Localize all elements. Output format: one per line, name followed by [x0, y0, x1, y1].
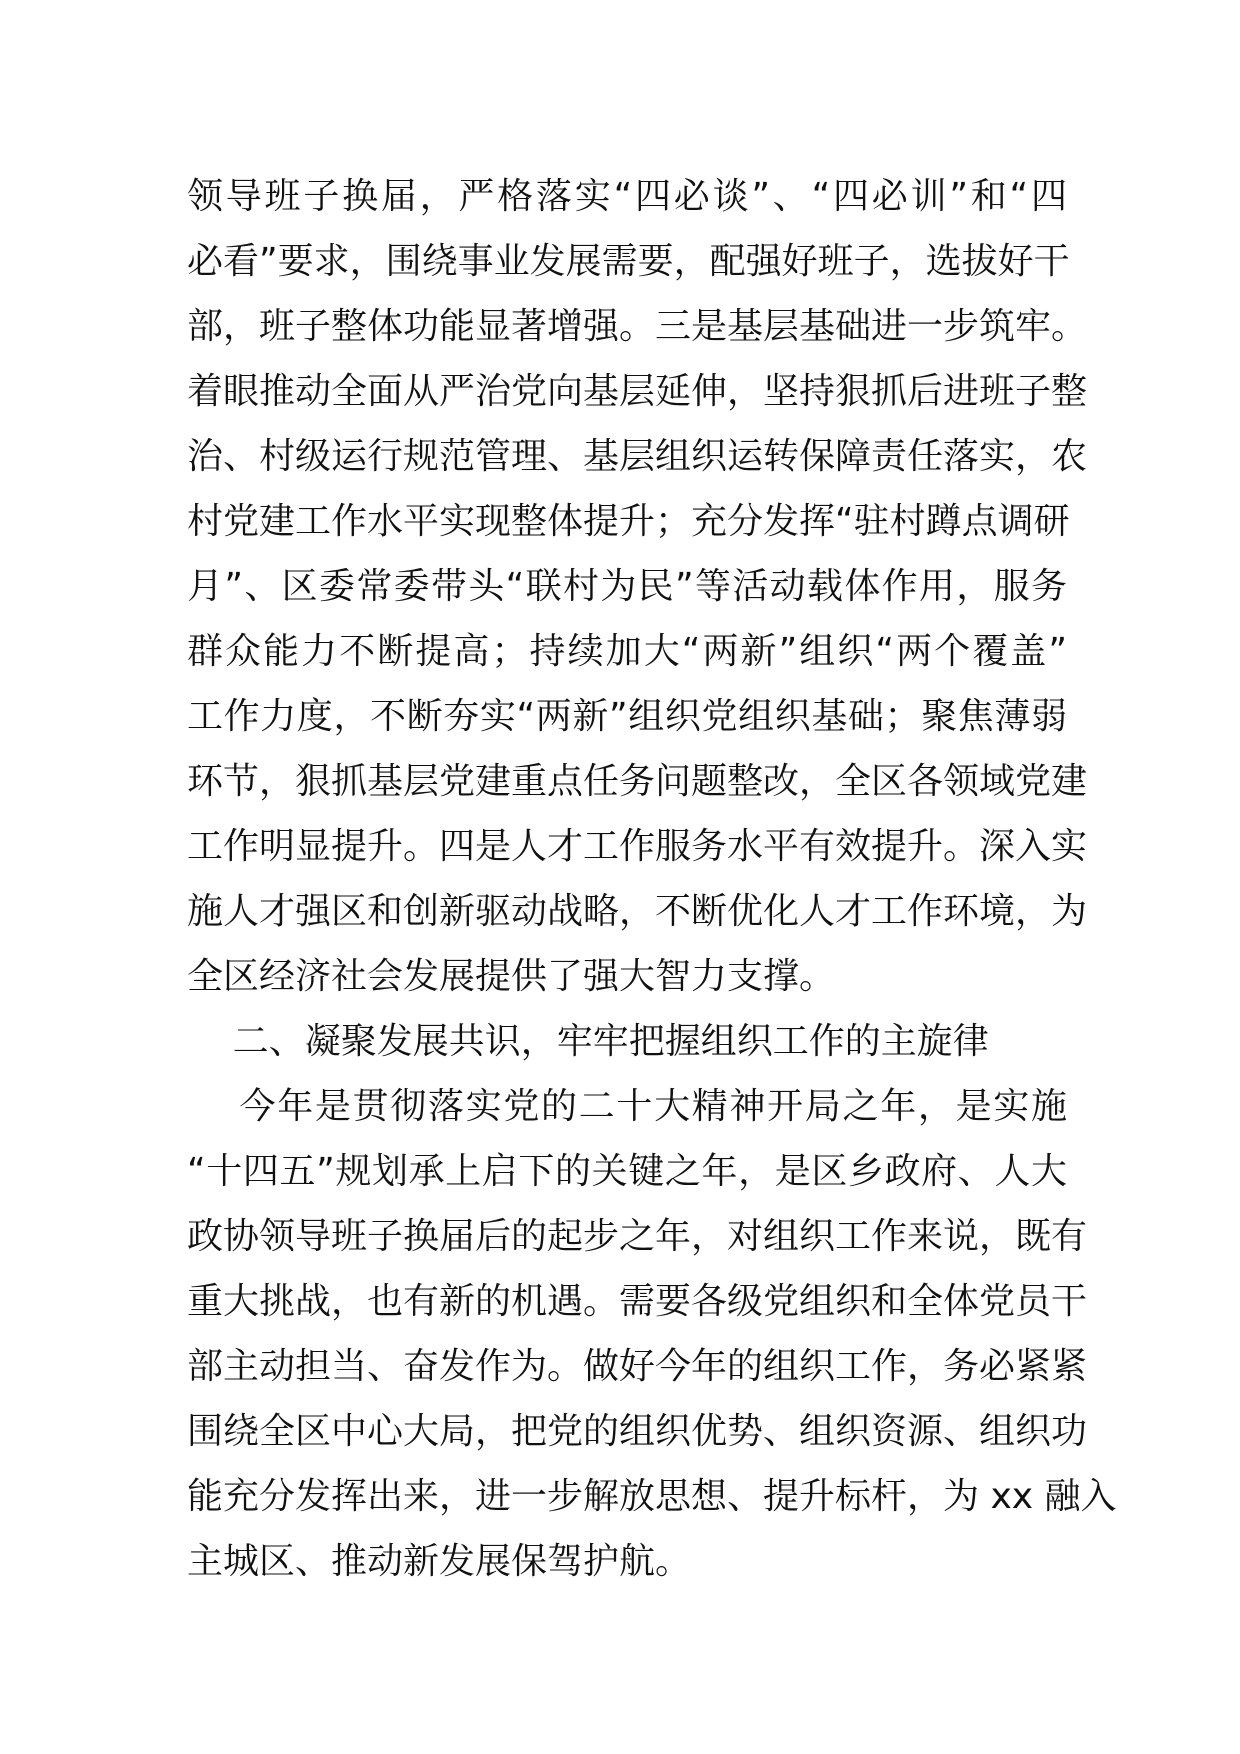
paragraph-line: 部，班子整体功能显著增强。三是基层基础进一步筑牢。	[187, 306, 1088, 347]
paragraph-line: 群众能力不断提高；持续加大“两新”组织“两个覆盖”	[187, 631, 1067, 672]
paragraph-line: 政协领导班子换届后的起步之年，对组织工作来说，既有	[187, 1216, 1088, 1257]
paragraph-line: 部主动担当、奋发作为。做好今年的组织工作，务必紧紧	[187, 1346, 1088, 1387]
paragraph-line: 治、村级运行规范管理、基层组织运转保障责任落实，农	[187, 436, 1088, 477]
paragraph-line: 村党建工作水平实现整体提升；充分发挥“驻村蹲点调研	[187, 501, 1070, 542]
paragraph-line: 工作力度，不断夯实“两新”组织党组织基础；聚焦薄弱	[187, 696, 1067, 737]
paragraph-line: 领导班子换届，严格落实“四必谈”、“四必训”和“四	[187, 176, 1067, 217]
paragraph-line: 全区经济社会发展提供了强大智力支撑。	[187, 956, 836, 997]
paragraph-line: 今年是贯彻落实党的二十大精神开局之年，是实施	[187, 1086, 1067, 1127]
paragraph-line: 施人才强区和创新驱动战略，不断优化人才工作环境，为	[187, 891, 1088, 932]
paragraph-line: “十四五”规划承上启下的关键之年，是区乡政府、人大	[187, 1151, 1067, 1192]
paragraph-line: 能充分发挥出来，进一步解放思想、提升标杆，为 xx 融入	[187, 1476, 1117, 1517]
paragraph-line: 重大挑战，也有新的机遇。需要各级党组织和全体党员干	[187, 1281, 1088, 1322]
paragraph-line: 主城区、推动新发展保驾护航。	[187, 1541, 692, 1582]
paragraph-line: 着眼推动全面从严治党向基层延伸，坚持狠抓后进班子整	[187, 371, 1088, 412]
paragraph-line: 工作明显提升。四是人才工作服务水平有效提升。深入实	[187, 826, 1088, 867]
paragraph-line: 围绕全区中心大局，把党的组织优势、组织资源、组织功	[187, 1411, 1088, 1452]
document-body	[187, 164, 1117, 1594]
paragraph-line: 必看”要求，围绕事业发展需要，配强好班子，选拔好干	[187, 241, 1070, 282]
paragraph-line: 环节，狠抓基层党建重点任务问题整改，全区各领域党建	[187, 761, 1088, 802]
paragraph-line: 月”、区委常委带头“联村为民”等活动载体作用，服务	[187, 566, 1067, 607]
section-heading: 二、凝聚发展共识，牢牢把握组织工作的主旋律	[187, 1021, 989, 1062]
